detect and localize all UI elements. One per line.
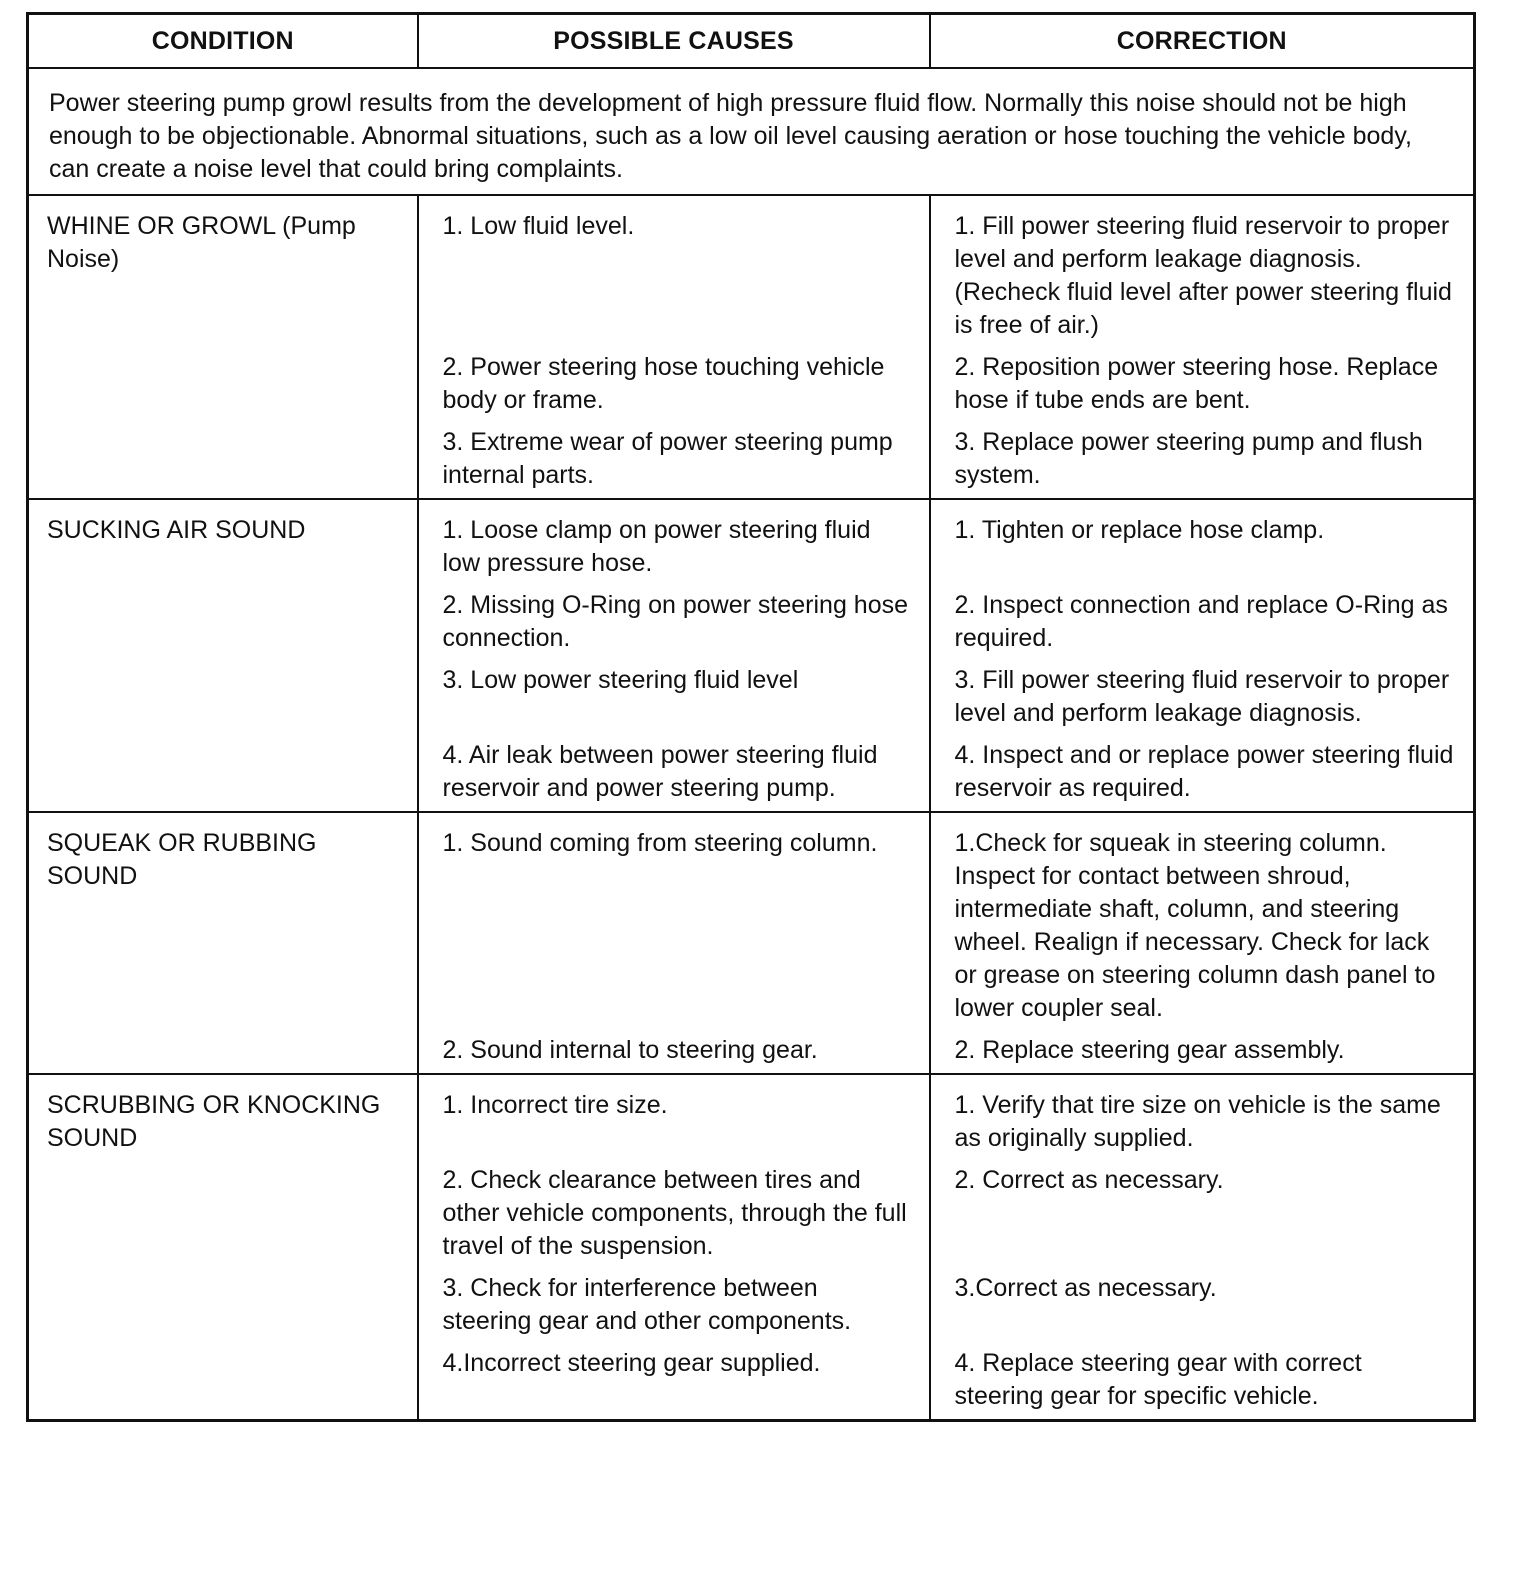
- intro-row: [28, 68, 1475, 195]
- correction-item: 3. Fill power steering fluid reservoir to proper level and perform leakage diagnosis.: [954, 666, 1450, 727]
- correction-item: 3.Correct as necessary.: [954, 1274, 1217, 1302]
- corrections-cell: [930, 1074, 1475, 1421]
- condition-name: SCRUBBING OR KNOCKING SOUND: [28, 1074, 418, 1421]
- intro-text: Power steering pump growl results from the development of high pressure fluid flow. Normally this noise should not be high enough to be objectionable. Abnormal situations, such as a low oil level causing aeration or hose touching the vehicle body, can create a noise level that could bring complaints.: [28, 68, 1475, 195]
- condition-header: CONDITION: [28, 14, 418, 69]
- condition-row: [28, 1074, 1475, 1421]
- correction-item: 4. Replace steering gear with correct steering gear for specific vehicle.: [954, 1349, 1362, 1410]
- correction-item: 2. Reposition power steering hose. Replace hose if tube ends are bent.: [954, 353, 1439, 414]
- condition-row: [28, 195, 1475, 499]
- cause-item: 1. Loose clamp on power steering fluid low pressure hose.: [442, 516, 871, 577]
- correction-item: 1. Tighten or replace hose clamp.: [954, 516, 1325, 544]
- diagnosis-table: [26, 12, 1476, 1422]
- cause-item: 3. Low power steering fluid level: [442, 666, 799, 694]
- cause-item: 2. Sound internal to steering gear.: [442, 1036, 818, 1064]
- correction-item: 2. Replace steering gear assembly.: [954, 1036, 1345, 1064]
- cause-item: 4. Air leak between power steering fluid reservoir and power steering pump.: [442, 741, 878, 802]
- cause-item: 1. Incorrect tire size.: [442, 1091, 668, 1119]
- diagnosis-page: [26, 12, 1473, 1422]
- correction-item: 1. Verify that tire size on vehicle is the same as originally supplied.: [954, 1091, 1441, 1152]
- condition-row: [28, 812, 1475, 1074]
- cause-item: 2. Missing O-Ring on power steering hose connection.: [442, 591, 909, 652]
- cause-item: 2. Check clearance between tires and other vehicle components, through the full travel of the suspension.: [442, 1166, 907, 1260]
- causes-cell: [418, 1074, 930, 1421]
- condition-row: [28, 499, 1475, 812]
- cause-item: 1. Low fluid level.: [442, 212, 635, 240]
- corrections-cell: [930, 195, 1475, 499]
- correction-item: 2. Inspect connection and replace O-Ring as required.: [954, 591, 1448, 652]
- cause-item: 3. Extreme wear of power steering pump internal parts.: [442, 428, 893, 489]
- cause-item: 4.Incorrect steering gear supplied.: [442, 1349, 821, 1377]
- condition-name: WHINE OR GROWL (Pump Noise): [28, 195, 418, 499]
- correction-item: 1. Fill power steering fluid reservoir to proper level and perform leakage diagnosis. (Recheck fluid level after power steering fluid is free of air.): [954, 212, 1452, 339]
- correction-item: 1.Check for squeak in steering column. Inspect for contact between shroud, intermediate shaft, column, and steering wheel. Realign if necessary. Check for lack or grease on steering column dash panel to lower coupler seal.: [954, 829, 1436, 1022]
- correction-item: 2. Correct as necessary.: [954, 1166, 1224, 1194]
- causes-header: POSSIBLE CAUSES: [418, 14, 930, 69]
- condition-name: SUCKING AIR SOUND: [28, 499, 418, 812]
- causes-cell: [418, 812, 930, 1074]
- cause-item: 2. Power steering hose touching vehicle body or frame.: [442, 353, 885, 414]
- cause-item: 3. Check for interference between steering gear and other components.: [442, 1274, 852, 1335]
- causes-cell: [418, 499, 930, 812]
- correction-item: 3. Replace power steering pump and flush system.: [954, 428, 1423, 489]
- correction-header: CORRECTION: [930, 14, 1475, 69]
- corrections-cell: [930, 499, 1475, 812]
- condition-name: SQUEAK OR RUBBING SOUND: [28, 812, 418, 1074]
- causes-cell: [418, 195, 930, 499]
- header-row: [28, 14, 1475, 69]
- cause-item: 1. Sound coming from steering column.: [442, 829, 878, 857]
- corrections-cell: [930, 812, 1475, 1074]
- table-body: [28, 68, 1475, 1421]
- correction-item: 4. Inspect and or replace power steering fluid reservoir as required.: [954, 741, 1454, 802]
